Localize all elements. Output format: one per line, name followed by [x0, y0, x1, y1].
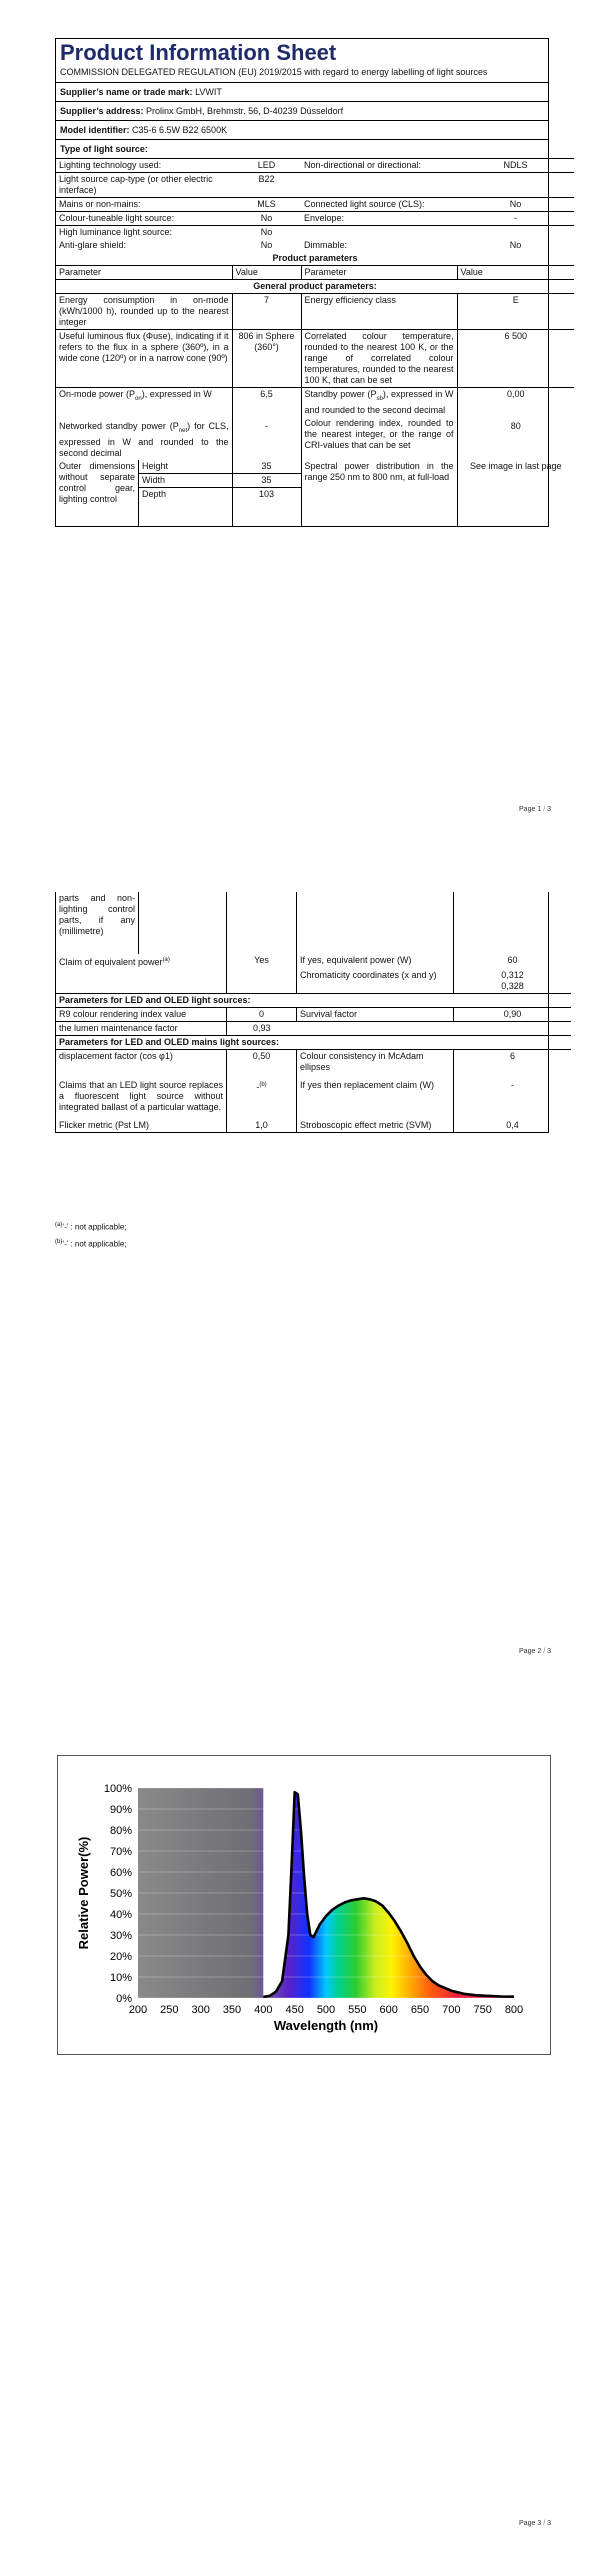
netstandby-value: - — [232, 417, 301, 460]
flux-value: 806 in Sphere (360°) — [232, 330, 301, 388]
x-tick-label: 400 — [254, 2004, 273, 2016]
dimmable-label: Dimmable: — [304, 240, 348, 250]
height-value: 35 — [233, 460, 301, 474]
svm-value: 0,4 — [454, 1114, 572, 1132]
led-params-heading: Parameters for LED and OLED light sources: — [59, 995, 251, 1005]
replacement-value: - — [454, 1074, 572, 1114]
x-tick-label: 800 — [504, 2004, 524, 2016]
cap-value: B22 — [258, 174, 275, 184]
r9-value: 0 — [227, 1008, 297, 1022]
x-tick-label: 350 — [222, 2004, 242, 2016]
page-1 — [0, 0, 603, 830]
tuneable-value: No — [260, 213, 273, 223]
y-tick-labels — [104, 1783, 132, 2005]
dims-label-part2: parts and non-lighting control parts, if any (millimetre) — [56, 892, 139, 954]
mcadam-value: 6 — [454, 1050, 572, 1075]
dims-label-part1: Outer dimensions without separate control gear, lighting control — [59, 460, 135, 504]
onmode-label: On-mode power $(P_{on})$, expressed in W — [59, 389, 212, 402]
light-source-table — [56, 158, 574, 526]
replacement-label: If yes then replacement claim (W) — [297, 1074, 454, 1114]
equiv-power-value: 60 — [454, 954, 572, 969]
footnote-a: $^{(a)}$‘-’ : not applicable; — [55, 1222, 127, 1232]
x-tick-label: 550 — [348, 2004, 367, 2016]
antiglare-label: Anti-glare shield: — [59, 240, 127, 250]
tech-value: LED — [257, 160, 276, 170]
chroma-x: 0,312 — [501, 970, 524, 980]
cri-value: 80 — [457, 417, 574, 460]
flicker-label: Flicker metric (Pst LM) — [59, 1120, 149, 1130]
onmode-value: 6,5 — [232, 388, 301, 417]
footnotes — [55, 1218, 127, 1251]
equiv-power-label: If yes, equivalent power (W) — [297, 954, 454, 969]
info-sheet-box — [55, 38, 562, 527]
footnote-b: $^{(b)}$‘-’ : not applicable; — [55, 1238, 127, 1249]
col-value-2: Value — [457, 266, 574, 280]
tech-label: Lighting technology used: — [59, 160, 162, 170]
lumen-maint-value: 0,93 — [227, 1022, 297, 1036]
spd-value: See image in last page — [457, 460, 574, 526]
cct-label: Correlated colour temperature, rounded to the nearest 100 K, or the range of correlated colour temperatures, rounded to the nearest 100 K, that can be set — [301, 330, 457, 388]
page-number-1: Page 1 / 3 — [519, 806, 551, 813]
type-heading — [56, 139, 548, 158]
x-tick-label: 600 — [379, 2004, 398, 2016]
y-tick-label: 10% — [109, 1972, 132, 1984]
y-tick-label: 30% — [109, 1930, 132, 1942]
model-value: C35-6 6.5W B22 6500K — [132, 125, 228, 135]
x-tick-label: 650 — [410, 2004, 430, 2016]
tuneable-label: Colour-tuneable light source: — [59, 213, 175, 223]
x-tick-label: 500 — [316, 2004, 336, 2016]
info-sheet-box-continued — [55, 892, 549, 1133]
dimensions-cell — [56, 460, 232, 526]
col-value-1: Value — [232, 266, 301, 280]
envelope-value: - — [514, 213, 517, 223]
y-tick-label: 50% — [109, 1888, 132, 1900]
flicker-value: 1,0 — [227, 1114, 297, 1132]
mains-value: MLS — [257, 199, 276, 209]
y-axis-label: Relative Power(%) — [76, 1836, 91, 1950]
mains-label: Mains or non-mains: — [59, 199, 141, 209]
mcadam-label: Colour consistency in McAdam ellipses — [297, 1050, 454, 1075]
claim-fluor-value: -$^{(b)}$ — [227, 1074, 297, 1114]
lumen-maint-label: the lumen maintenance factor — [59, 1023, 178, 1033]
page-title: Product Information Sheet — [60, 40, 337, 65]
x-tick-label: 750 — [473, 2004, 492, 2016]
y-tick-label: 80% — [109, 1825, 132, 1837]
supplier-label: Supplier’s name or trade mark: — [60, 87, 193, 97]
y-tick-label: 0% — [116, 1993, 132, 2005]
general-params-heading: General product parameters: — [253, 281, 377, 291]
page-number-2: Page 2 / 3 — [519, 1648, 551, 1655]
x-tick-label: 200 — [128, 2004, 148, 2016]
efficiency-label: Energy efficiency class — [301, 294, 457, 330]
spd-label: Spectral power distribution in the range 250 nm to 800 nm, at full-load — [301, 460, 457, 526]
displacement-label: displacement factor (cos φ1) — [59, 1051, 173, 1061]
displacement-value: 0,50 — [227, 1050, 297, 1075]
model-row — [56, 120, 548, 139]
width-value: 35 — [233, 474, 301, 488]
x-axis-label: Wavelength (nm) — [273, 2018, 379, 2033]
cls-label: Connected light source (CLS): — [304, 199, 425, 209]
y-tick-label: 100% — [103, 1783, 132, 1795]
x-tick-label: 250 — [160, 2004, 179, 2016]
x-tick-label: 450 — [285, 2004, 304, 2016]
supplier-value: LVWIT — [195, 87, 222, 97]
address-label: Supplier’s address: — [60, 106, 144, 116]
y-tick-label: 90% — [109, 1804, 132, 1816]
netstandby-label: Networked standby power $(P_{net})$ for CLS, expressed in W and rounded to the second decimal — [59, 420, 229, 458]
y-tick-label: 40% — [109, 1909, 132, 1921]
x-tick-label: 300 — [191, 2004, 210, 2016]
cct-value: 6 500 — [457, 330, 574, 388]
y-tick-label: 70% — [109, 1846, 132, 1858]
claim-fluor-label: Claims that an LED light source replaces a fluorescent light source without integrated ballast of a particular wattage. — [59, 1080, 223, 1112]
x-tick-labels — [129, 2004, 523, 2016]
type-heading-label: Type of light source: — [60, 144, 148, 154]
antiglare-value: No — [260, 240, 273, 250]
height-label: Height — [139, 460, 232, 474]
page-2 — [0, 860, 603, 1690]
cri-label: Colour rendering index, rounded to the nearest integer, or the range of CRI-values that can be set — [301, 417, 457, 460]
svm-label: Stroboscopic effect metric (SVM) — [297, 1114, 454, 1132]
energy-label: Energy consumption in on-mode (kWh/1000 h), rounded up to the nearest integer — [59, 295, 229, 327]
r9-label: R9 colour rendering index value — [59, 1009, 187, 1019]
address-value: Prolinx GmbH, Brehmstr. 56, D-40239 Düsseldorf — [146, 106, 344, 116]
col-parameter-1: Parameter — [59, 267, 102, 277]
width-label: Width — [139, 473, 232, 487]
standby-label: Standby power $(P_{sb})$, expressed in W and rounded to the second decimal — [301, 388, 457, 417]
chroma-label: Chromaticity coordinates (x and y) — [297, 969, 454, 994]
spectral-chart — [57, 1755, 551, 2055]
energy-value: 7 — [232, 294, 301, 330]
chroma-values — [454, 969, 572, 994]
efficiency-value: E — [457, 294, 574, 330]
directional-value: NDLS — [503, 160, 528, 170]
standby-value: 0,00 — [457, 388, 574, 417]
product-params-heading: Product parameters — [272, 253, 358, 263]
address-row — [56, 101, 548, 120]
x-tick-label: 700 — [442, 2004, 461, 2016]
regulation-subtitle: COMMISSION DELEGATED REGULATION (EU) 2019/2015 with regard to energy labelling of light sources — [60, 67, 488, 77]
envelope-label: Envelope: — [304, 213, 345, 223]
led-mains-heading: Parameters for LED and OLED mains light sources: — [59, 1037, 280, 1047]
params-table-continued — [56, 892, 571, 1132]
equiv-value: Yes — [227, 954, 297, 969]
dimmable-value: No — [509, 240, 522, 250]
supplier-row — [56, 82, 548, 101]
y-tick-label: 60% — [109, 1867, 132, 1879]
cap-label: Light source cap-type (or other electric interface) — [59, 174, 213, 195]
survival-label: Survival factor — [297, 1008, 454, 1022]
model-label: Model identifier: — [60, 125, 130, 135]
highlum-value: No — [260, 227, 273, 237]
highlum-label: High luminance light source: — [59, 227, 173, 237]
survival-value: 0,90 — [454, 1008, 572, 1022]
dimensions-values — [232, 460, 301, 526]
depth-label: Depth — [139, 487, 232, 526]
y-tick-label: 20% — [109, 1951, 132, 1963]
flux-label: Useful luminous flux (Φuse), indicating if it refers to the flux in a sphere (360º), in a wide cone (120º) or in a narrow cone (90º) — [59, 331, 229, 363]
directional-label: Non-directional or directional: — [304, 160, 422, 170]
page-number-3: Page 3 / 3 — [519, 2520, 551, 2527]
col-parameter-2: Parameter — [301, 266, 457, 280]
spectral-chart-svg — [58, 1756, 550, 2054]
chroma-y: 0,328 — [501, 981, 524, 991]
cls-value: No — [509, 199, 522, 209]
depth-value: 103 — [258, 488, 275, 499]
equiv-label: Claim of equivalent power$^{(a)}$ — [59, 957, 170, 967]
